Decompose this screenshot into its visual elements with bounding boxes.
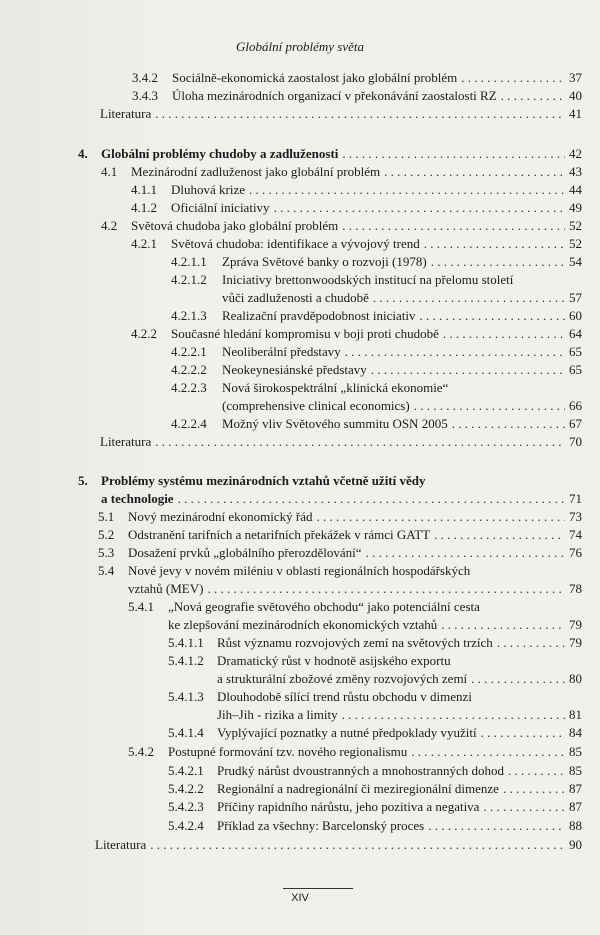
dot-leader [342,706,565,724]
page-number: 85 [569,763,582,778]
page-number: 65 [569,344,582,359]
section-title: Mezinárodní zadluženost jako globální problém [131,164,381,179]
toc-entry[interactable] [168,616,582,634]
dot-leader [155,105,565,123]
dot-leader [428,817,565,835]
dot-leader [371,361,565,379]
folio-page-number: XIV [291,892,309,904]
section-number: 4.2.2.4 [171,416,207,431]
chapter-number: 4. [78,146,88,161]
section-number: 3.4.3 [132,88,158,103]
section-number: 5.4.1.2 [168,653,204,668]
dot-leader [342,145,565,163]
section-title: Literatura [100,434,152,449]
section-title: Současné hledání kompromisu v boji proti chudobě [171,326,439,341]
chapter-title: Globální problémy chudoby a zadluženosti [101,146,339,161]
page-number: 84 [569,725,582,740]
toc-entry[interactable] [132,87,582,105]
section-title: Regionální a nadregionální či meziregionální dimenze [217,781,499,796]
section-number: 5.4.2.4 [168,818,204,833]
toc-entry[interactable] [222,397,582,415]
section-number: 5.4.2.1 [168,763,204,778]
section-number: 3.4.2 [132,70,158,85]
toc-entry[interactable] [168,634,582,652]
toc-entry[interactable] [168,724,582,742]
dot-leader [155,433,565,451]
toc-entry[interactable] [168,798,582,816]
section-number: 5.4.2.3 [168,799,204,814]
section-title: Dosažení prvků „globálního přerozdělování“ [128,545,362,560]
page-number: 71 [569,491,582,506]
page-number: 65 [569,362,582,377]
section-title: Postupné formování tzv. nového regionalismu [168,744,408,759]
toc-entry[interactable] [131,181,582,199]
page-number: 42 [569,146,582,161]
section-title: Zpráva Světové banky o rozvoji (1978) [222,254,427,269]
section-number: 4.2.2.1 [171,344,207,359]
page-number: 40 [569,88,582,103]
dot-leader [373,289,565,307]
chapter-title: Problémy systému mezinárodních vztahů včetně užití vědy [101,473,426,488]
section-title: Nový mezinárodní ekonomický řád [128,509,313,524]
section-title: Literatura [100,106,152,121]
section-number: 4.2 [101,218,118,233]
section-title-continued: vztahů (MEV) [128,581,204,596]
page-number: 52 [569,218,582,233]
page-number: 66 [569,398,582,413]
section-title: Odstranění tarifních a netarifních překážek v rámci GATT [128,527,431,542]
toc-chapter-entry[interactable] [101,490,582,508]
section-number: 4.2.1 [131,236,157,251]
toc-entry[interactable] [217,706,582,724]
section-title-continued: vůči zadluženosti a chudobě [222,290,369,305]
toc-entry[interactable] [132,69,582,87]
section-title: „Nová geografie světového obchodu“ jako potenciální cesta [168,599,480,614]
section-title: Sociálně-ekonomická zaostalost jako globální problém [172,70,458,85]
section-title: Neoliberální představy [222,344,341,359]
dot-leader [461,69,565,87]
toc-entry[interactable] [131,235,582,253]
dot-leader [483,798,565,816]
page-number: 85 [569,744,582,759]
section-number: 5.4.2.2 [168,781,204,796]
dot-leader [501,87,565,105]
toc-entry[interactable] [168,780,582,798]
section-number: 5.3 [98,545,115,560]
dot-leader [431,253,565,271]
section-title: Dluhová krize [171,182,246,197]
running-header: Globální problémy světa [235,39,365,54]
section-number: 5.4 [98,563,115,578]
section-number: 4.2.1.3 [171,308,207,323]
dot-leader [207,580,565,598]
toc-entry-first-line[interactable] [168,688,472,706]
toc-entry[interactable] [101,163,582,181]
toc-entry[interactable] [98,508,582,526]
page-number: 64 [569,326,582,341]
page-number: 37 [569,70,582,85]
dot-leader [434,526,565,544]
section-title: Dlouhodobě sílící trend růstu obchodu v dimenzi [217,689,472,704]
section-title: Neokeynesiánské představy [222,362,367,377]
dot-leader [414,397,565,415]
section-title: Literatura [95,837,147,852]
section-number: 4.2.2 [131,326,157,341]
page-number: 88 [569,818,582,833]
section-title: Nová širokospektrální „klinická ekonomie“ [222,380,449,395]
section-title-continued: a strukturální zbožové změny rozvojových zemí [217,671,468,686]
toc-entry[interactable] [171,307,582,325]
dot-leader [441,616,565,634]
page-number: 70 [569,434,582,449]
dot-leader [150,836,565,854]
section-number: 4.2.2.3 [171,380,207,395]
toc-entry-first-line[interactable] [171,271,513,289]
page-number: 73 [569,509,582,524]
toc-entry[interactable] [171,343,582,361]
dot-leader [503,780,565,798]
toc-entry[interactable] [98,544,582,562]
dot-leader [481,724,565,742]
dot-leader [384,163,565,181]
section-title: Světová chudoba jako globální problém [131,218,339,233]
section-title-continued: (comprehensive clinical economics) [222,398,410,413]
dot-leader [497,634,565,652]
section-title: Vyplývající poznatky a nutné předpoklady využití [217,725,477,740]
section-title: Iniciativy brettonwoodských institucí na přelomu století [222,272,514,287]
section-number: 4.2.1.1 [171,254,207,269]
dot-leader [424,235,565,253]
dot-leader [411,743,565,761]
page-number: 49 [569,200,582,215]
page-number: 76 [569,545,582,560]
toc-chapter-first-line[interactable] [78,472,426,490]
section-title-continued: ke zlepšování mezinárodních ekonomických vztahů [168,617,438,632]
section-title: Příklad za všechny: Barcelonský proces [217,818,425,833]
section-title: Světová chudoba: identifikace a vývojový trend [171,236,420,251]
toc-entry-first-line[interactable] [128,598,480,616]
chapter-number: 5. [78,473,88,488]
section-number: 5.4.2 [128,744,154,759]
dot-leader [471,670,565,688]
section-title-continued: Jih–Jih - rizika a limity [217,707,338,722]
section-number: 5.4.1.4 [168,725,204,740]
section-number: 5.1 [98,509,115,524]
page-number: 90 [569,837,582,852]
section-title: Prudký nárůst dvoustranných a mnohostranných dohod [217,763,505,778]
page-number: 60 [569,308,582,323]
toc-entry[interactable] [168,762,582,780]
section-title: Realizační pravděpodobnost iniciativ [222,308,416,323]
section-title: Dramatický růst v hodnotě asijského exportu [217,653,451,668]
page-number: 52 [569,236,582,251]
section-number: 5.4.1.1 [168,635,204,650]
toc-entry[interactable] [217,670,582,688]
dot-leader [443,325,565,343]
toc-entry[interactable] [100,433,582,451]
section-title: Možný vliv Světového summitu OSN 2005 [222,416,448,431]
section-number: 5.2 [98,527,115,542]
footer-rule [283,888,353,889]
toc-entry-first-line[interactable] [171,379,448,397]
section-title: Nové jevy v novém miléniu v oblasti regionálních hospodářských [128,563,471,578]
dot-leader [345,343,565,361]
page-number: 81 [569,707,582,722]
toc-entry[interactable] [168,817,582,835]
section-number: 4.1 [101,164,118,179]
page-number: 54 [569,254,582,269]
page-number: 44 [569,182,582,197]
page-number: 74 [569,527,582,542]
section-title: Příčiny rapidního nárůstu, jeho pozitiva a negativa [217,799,480,814]
toc-entry[interactable] [131,199,582,217]
section-title: Úloha mezinárodních organizací v překonávání zaostalosti RZ [172,88,497,103]
dot-leader [342,217,565,235]
toc-entry[interactable] [98,526,582,544]
section-number: 4.2.1.2 [171,272,207,287]
dot-leader [420,307,566,325]
dot-leader [508,762,565,780]
toc-entry[interactable] [222,289,582,307]
toc-entry[interactable] [128,580,582,598]
dot-leader [274,199,565,217]
page-number: 41 [569,106,582,121]
dot-leader [249,181,565,199]
section-number: 5.4.1.3 [168,689,204,704]
toc-entry[interactable] [171,361,582,379]
page-number: 79 [569,617,582,632]
section-title: Růst významu rozvojových zemí na světových trzích [217,635,493,650]
toc-entry[interactable] [171,415,582,433]
toc-entry[interactable] [128,743,582,761]
section-title: Oficiální iniciativy [171,200,270,215]
toc-chapter-entry[interactable] [78,145,582,163]
page-number: 43 [569,164,582,179]
toc-entry-first-line[interactable] [98,562,470,580]
toc-entry[interactable] [95,836,582,854]
page-number: 78 [569,581,582,596]
page-number: 67 [569,416,582,431]
dot-leader [452,415,565,433]
toc-entry[interactable] [131,325,582,343]
chapter-title-continued: a technologie [101,491,174,506]
toc-entry-first-line[interactable] [168,652,451,670]
toc-entry[interactable] [100,105,582,123]
toc-entry[interactable] [101,217,582,235]
section-number: 4.1.2 [131,200,157,215]
page-number: 87 [569,781,582,796]
section-number: 4.2.2.2 [171,362,207,377]
page-number: 79 [569,635,582,650]
toc-entry[interactable] [171,253,582,271]
section-number: 5.4.1 [128,599,154,614]
dot-leader [366,544,565,562]
section-number: 4.1.1 [131,182,157,197]
page-number: 87 [569,799,582,814]
page-number: 57 [569,290,582,305]
page-number: 80 [569,671,582,686]
dot-leader [316,508,565,526]
dot-leader [178,490,565,508]
